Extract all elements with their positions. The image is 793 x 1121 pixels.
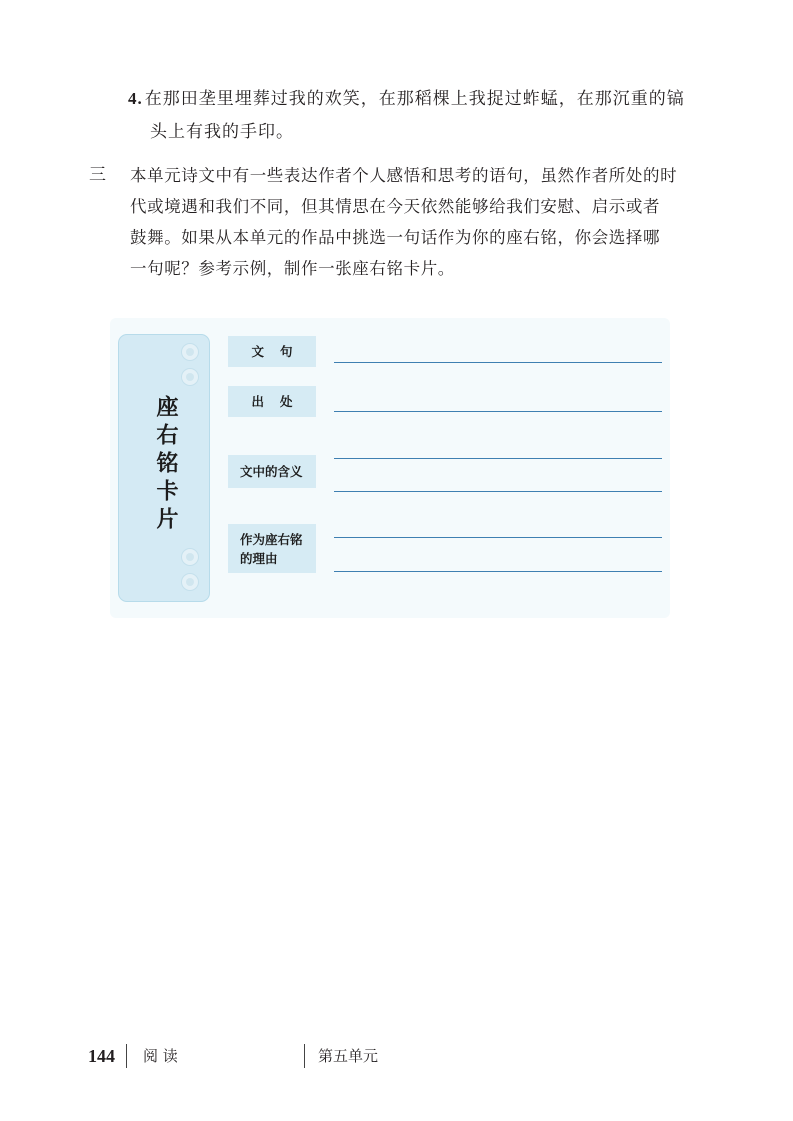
footer-divider [304, 1044, 305, 1068]
field-label-reason-line-2: 的理由 [240, 550, 278, 566]
item-4-number: 4. [128, 89, 143, 108]
binder-ring-icon [181, 343, 199, 361]
answer-line-sentence[interactable] [334, 362, 662, 363]
question-3-line-3: 鼓舞。如果从本单元的作品中挑选一句话作为你的座右铭，你会选择哪 [130, 228, 661, 247]
field-label-sentence: 文句 [228, 336, 316, 367]
answer-line-meaning-2[interactable] [334, 491, 662, 492]
page-number: 144 [88, 1046, 115, 1066]
binder-ring-icon [181, 368, 199, 386]
field-label-reason [228, 524, 316, 573]
question-3-line-4: 一句呢？参考示例，制作一张座右铭卡片。 [130, 259, 455, 278]
item-4 [128, 82, 728, 149]
question-3-marker: 三 [89, 165, 106, 185]
item-4-line-1: 在那田垄里埋葬过我的欢笑，在那稻棵上我捉过蚱蜢，在那沉重的镐 [144, 89, 685, 109]
footer-section: 阅 读 [143, 1047, 178, 1065]
item-4-line-2: 头上有我的手印。 [150, 122, 294, 142]
field-label-source: 出处 [228, 386, 316, 417]
field-label-reason-line-1: 作为座右铭 [240, 531, 303, 547]
footer-unit: 第五单元 [318, 1047, 379, 1065]
question-3-line-1: 本单元诗文中有一些表达作者个人感悟和思考的语句，虽然作者所处的时 [130, 166, 678, 185]
motto-card-title: 座右铭卡片 [153, 395, 178, 535]
answer-line-reason-2[interactable] [334, 571, 662, 572]
answer-line-reason-1[interactable] [334, 537, 662, 538]
field-label-meaning: 文中的含义 [228, 455, 316, 488]
binder-ring-icon [181, 573, 199, 591]
binder-ring-icon [181, 548, 199, 566]
answer-line-meaning-1[interactable] [334, 458, 662, 459]
answer-line-source[interactable] [334, 411, 662, 412]
footer-divider [126, 1044, 127, 1068]
question-3 [130, 160, 690, 284]
question-3-line-2: 代或境遇和我们不同，但其情思在今天依然能够给我们安慰、启示或者 [130, 197, 661, 216]
